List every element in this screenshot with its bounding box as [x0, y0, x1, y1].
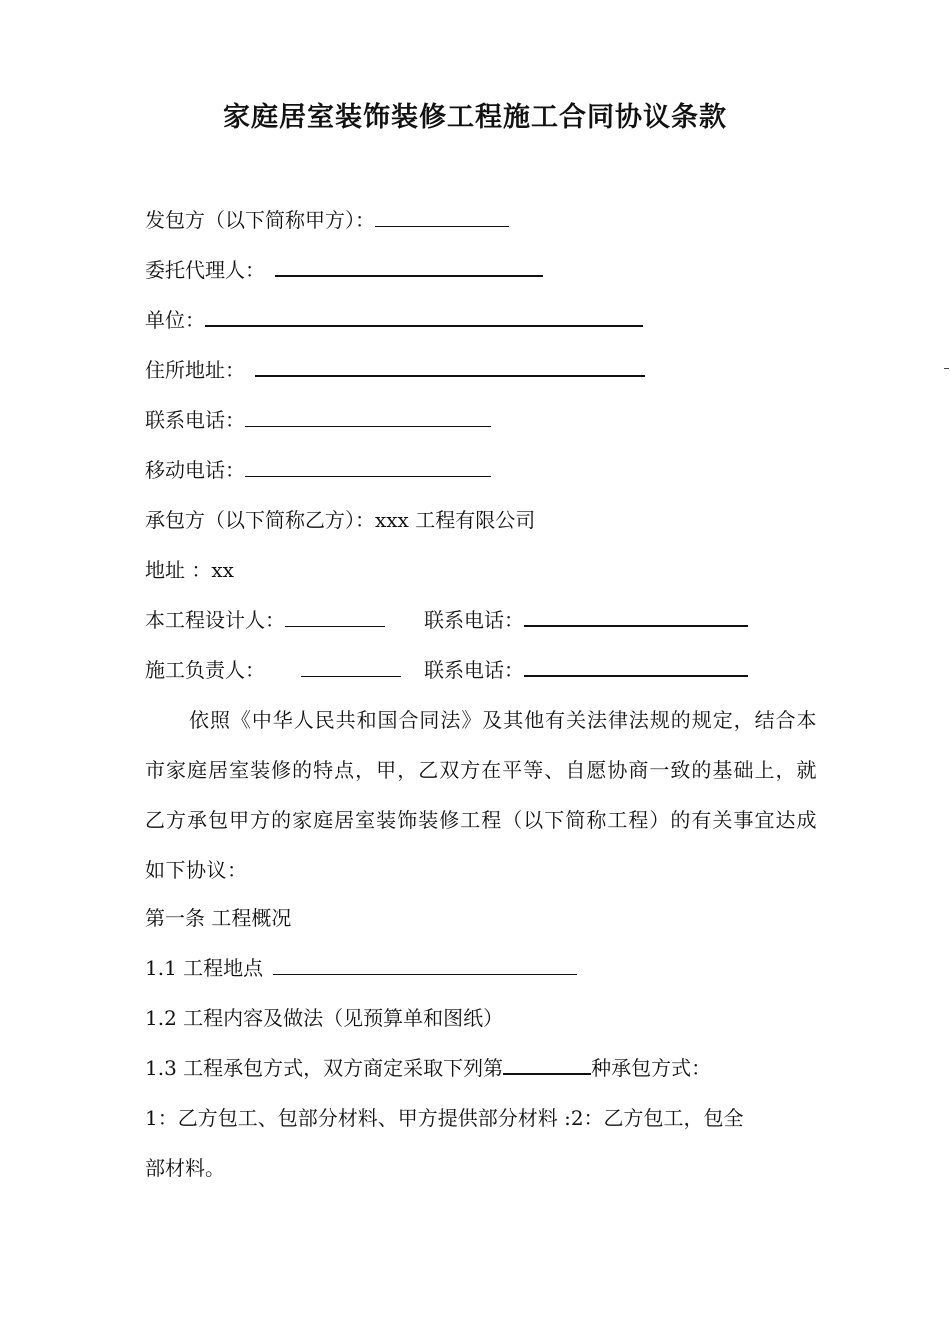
- party-a-blank: [375, 208, 509, 227]
- item-1-3-suffix: 种承包方式：: [591, 1056, 712, 1080]
- item-1-3: [145, 1053, 711, 1083]
- item-1-3-prefix: 1.3 工程承包方式，双方商定采取下列第: [145, 1056, 504, 1080]
- party-b-address-label: 地址 ：xx: [145, 558, 234, 582]
- phone-label: 联系电话：: [145, 408, 245, 432]
- unit-label: 单位：: [145, 308, 205, 332]
- mobile-blank: [245, 458, 491, 477]
- party-a-label: 发包方（以下简称甲方）：: [145, 208, 375, 232]
- article-1-heading: 第一条 工程概况: [145, 906, 292, 930]
- options-line-2: 部材料。: [145, 1156, 225, 1180]
- supervisor-phone-blank: [524, 657, 748, 677]
- designer-blank: [285, 608, 385, 627]
- options-line-1: 1：乙方包工、包部分材料、甲方提供部分材料 :2：乙方包工，包全: [145, 1106, 744, 1130]
- item-1-2: 1.2 工程内容及做法（见预算单和图纸）: [145, 1006, 504, 1030]
- mobile-label: 移动电话：: [145, 458, 245, 482]
- party-a-line: [145, 205, 509, 235]
- party-b-address-line: [145, 555, 234, 585]
- method-blank: [503, 1055, 591, 1075]
- supervisor-label: 施工负责人：: [145, 658, 265, 682]
- supervisor-line: [145, 655, 817, 685]
- supervisor-blank: [301, 658, 401, 677]
- unit-line: [145, 305, 643, 335]
- designer-line: [145, 605, 817, 635]
- item-1-1: [145, 953, 577, 983]
- designer-phone-label: 联系电话：: [424, 608, 524, 632]
- item-1-1-label: 1.1 工程地点: [145, 956, 264, 980]
- phone-line: [145, 405, 491, 435]
- intro-paragraph: 依照《中华人民共和国合同法》及其他有关法律法规的规定，结合本市家庭居室装修的特点，甲，乙双方在平等、自愿协商一致的基础上，就乙方承包甲方的家庭居室装饰装修工程（以下简称工程）的有关事宜达成如下协议：: [145, 708, 817, 882]
- address-line: [145, 355, 645, 385]
- unit-blank: [205, 307, 643, 327]
- party-b-label: 承包方（以下简称乙方）：xxx 工程有限公司: [145, 508, 536, 532]
- designer-phone-blank: [524, 607, 748, 627]
- party-b-line: [145, 505, 535, 535]
- document-title: 家庭居室装饰装修工程施工合同协议条款: [223, 102, 727, 133]
- supervisor-phone: [424, 655, 748, 685]
- agent-label: 委托代理人：: [145, 258, 265, 282]
- agent-blank: [275, 257, 543, 277]
- address-blank: [255, 357, 645, 377]
- margin-mark: [944, 368, 949, 369]
- address-label: 住所地址：: [145, 358, 245, 382]
- agent-line: [145, 255, 543, 285]
- supervisor-phone-label: 联系电话：: [424, 658, 524, 682]
- phone-blank: [245, 408, 491, 427]
- mobile-line: [145, 455, 491, 485]
- location-blank: [273, 956, 577, 975]
- designer-label: 本工程设计人：: [145, 608, 285, 632]
- designer-phone: [424, 605, 748, 635]
